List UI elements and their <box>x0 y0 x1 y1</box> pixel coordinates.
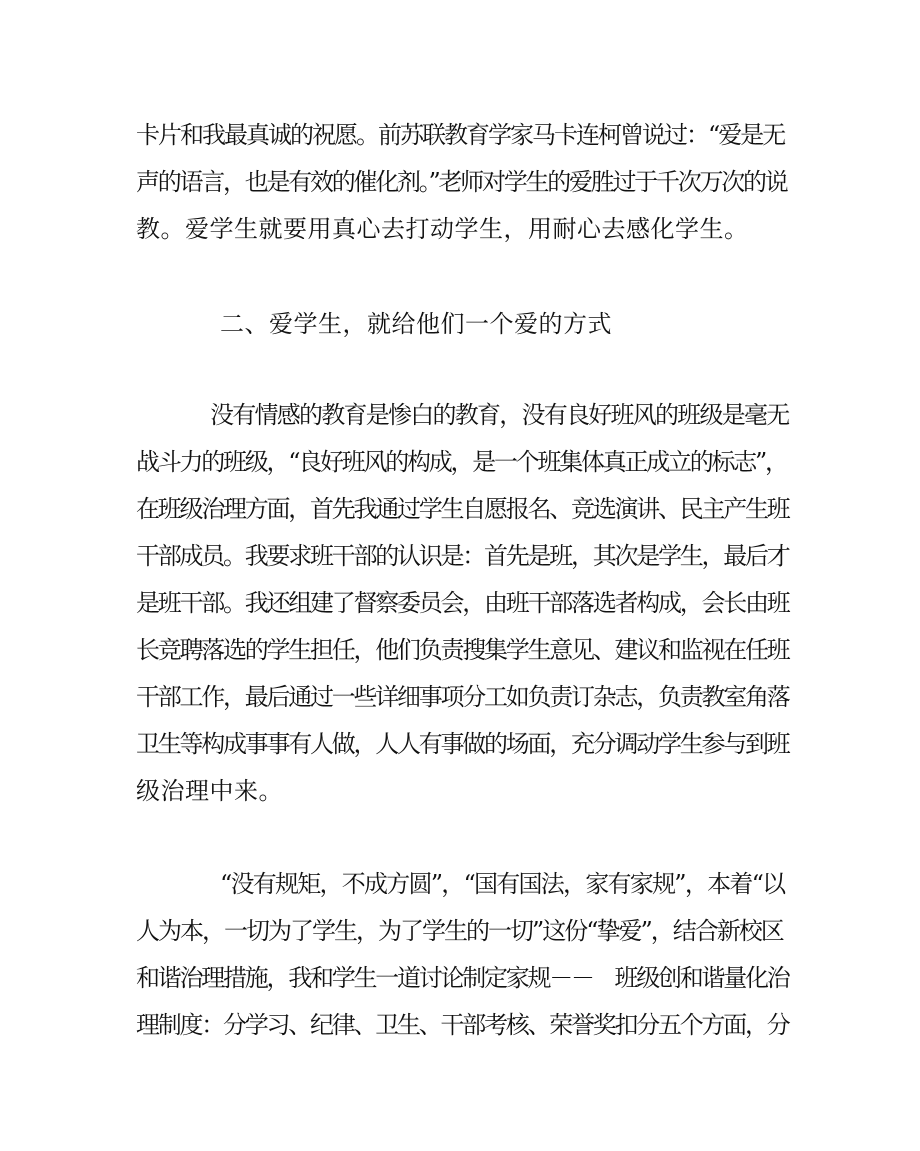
text-line: 干部工作，最后通过一些详细事项分工如负责订杂志，负责教室角落 <box>136 683 789 711</box>
text-line: 战斗力的班级，“良好班风的构成，是一个班集体真正成立的标志”， <box>136 448 787 476</box>
text-line: 没有情感的教育是惨白的教育，没有良好班风的班级是毫无 <box>210 401 789 429</box>
text-line: 干部成员。我要求班干部的认识是：首先是班，其次是学生，最后才 <box>136 542 789 570</box>
text-line: 理制度：分学习、纪律、卫生、干部考核、荣誉奖扣分五个方面，分 <box>136 1011 789 1039</box>
text-line: 级治理中来。 <box>136 777 283 805</box>
text-line: “没有规矩，不成方圆”，“国有国法，家有家规”，本着“以 <box>220 870 785 898</box>
text-line: 声的语言，也是有效的催化剂。”老师对学生的爱胜过于千次万次的说 <box>136 168 787 196</box>
text-line: 教。爱学生就要用真心去打动学生，用耐心去感化学生。 <box>136 215 749 243</box>
section-heading-text: 二、爱学生，就给他们一个爱的方式 <box>220 310 612 338</box>
text-line: 在班级治理方面，首先我通过学生自愿报名、竞选演讲、民主产生班 <box>136 495 789 523</box>
text-line: 卡片和我最真诚的祝愿。前苏联教育学家马卡连柯曾说过：“爱是无 <box>136 121 785 149</box>
text-line: 和谐治理措施，我和学生一道讨论制定家规－－ 班级创和谐量化治 <box>136 964 789 992</box>
text-line: 是班干部。我还组建了督察委员会，由班干部落选者构成，会长由班 <box>136 589 789 617</box>
text-line: 人为本，一切为了学生，为了学生的一切”这份“挚爱”，结合新校区 <box>136 917 783 945</box>
text-line: 长竞聘落选的学生担任，他们负责搜集学生意见、建议和监视在任班 <box>136 636 789 664</box>
text-line: 卫生等构成事事有人做，人人有事做的场面，充分调动学生参与到班 <box>136 730 789 758</box>
